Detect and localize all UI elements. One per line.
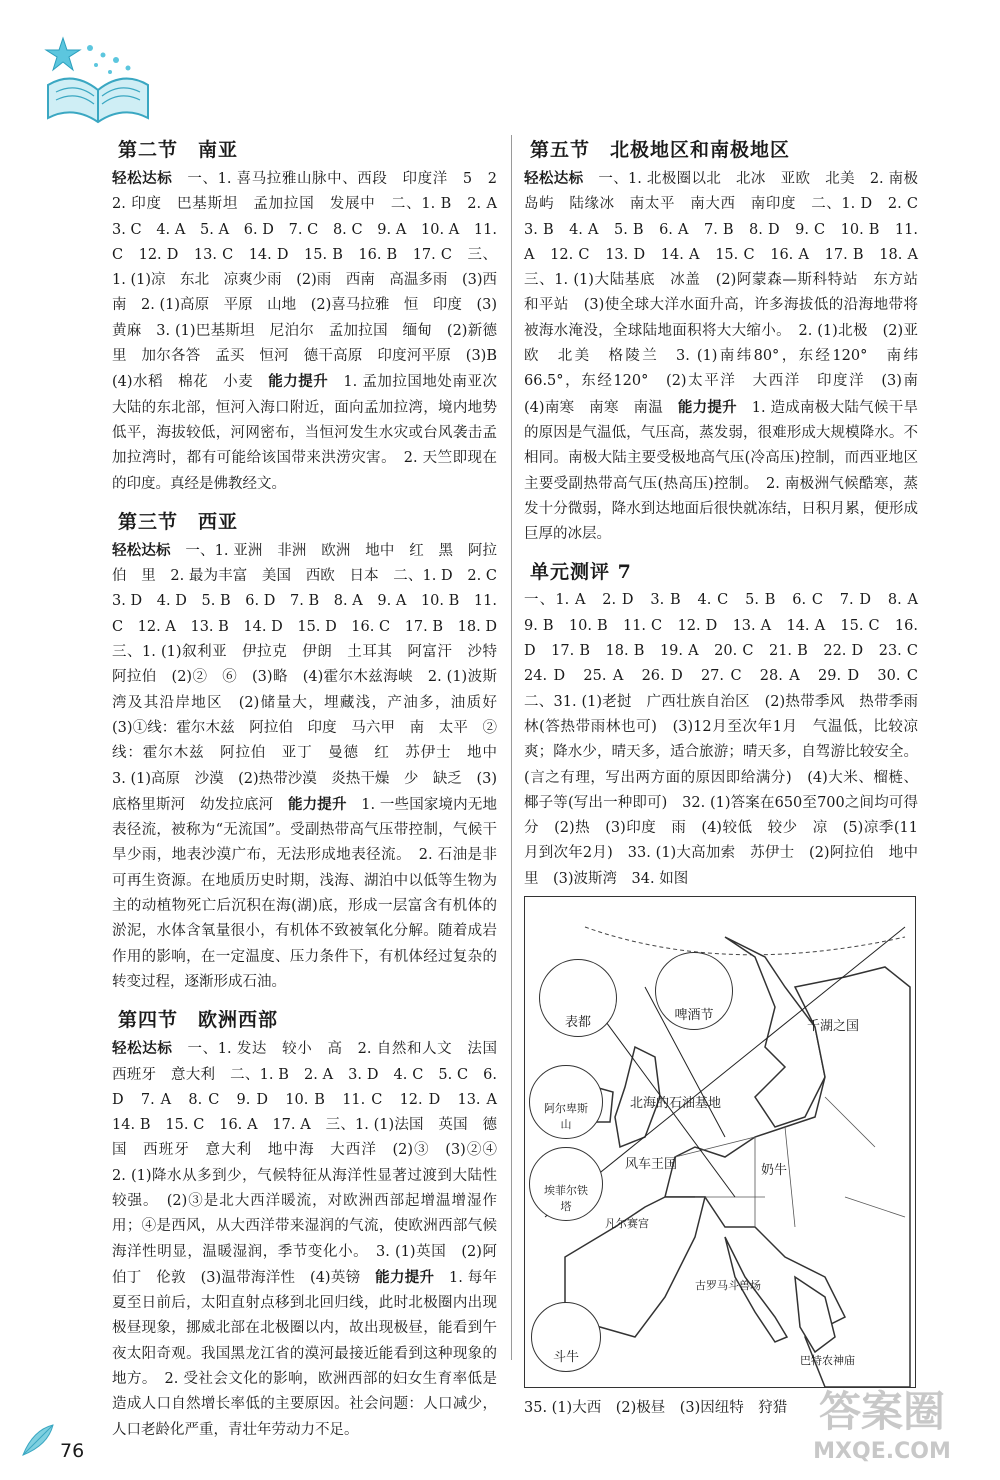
answer-label: 轻松达标 [112, 170, 173, 187]
map-label-colosseum: 古罗马斗兽场 [695, 1279, 761, 1293]
section-body [524, 166, 933, 547]
map-label: 阿尔卑斯山 [544, 1102, 588, 1132]
book-stars-logo-icon [28, 30, 168, 125]
answer-label: 轻松达标 [524, 170, 584, 187]
answer-label: 轻松达标 [112, 1040, 173, 1058]
map-label: 埃菲尔铁塔 [544, 1184, 588, 1214]
left-column [112, 125, 512, 1443]
answer-text: 一、1. 亚洲 非洲 欧洲 地中 红 黑 阿拉伯 里 2. 最为丰富 美国 西欧 日本 二、1. D 2. C 3. D 4. D 5. B 6. D 7. B 8. A 9. A 10. B 11. C 12. A 13. B 14. D 15. D 16. C 17. B 18. D 三、1. (1)叙利亚 伊拉克 伊朗 土耳其 阿富汗 沙特阿拉伯 (2)② ⑥ (3)略 (4)霍尔木兹海峡 2. (1)波斯湾及其沿岸地区 (2)储量大，埋藏浅，产油多，油质好 (3)①线：霍尔木兹 阿拉伯 印度 马六甲 南 太平 ②线：霍尔木兹 阿拉伯 亚丁 曼德 红 苏伊士 地中 3. (1)高原 沙漠 (2)热带沙漠 炎热干燥 少 缺乏 (3)底格里斯河 幼发拉底河 [112, 542, 512, 813]
europe-map [524, 896, 916, 1388]
column-divider [511, 135, 512, 1360]
map-label: 斗牛 [552, 1350, 579, 1366]
answer-label: 能力提升 [268, 373, 329, 391]
answer-text: 1. 造成南极大陆气候干旱的原因是气温低，气压高，蒸发弱，很难形成大规模降水。不相同。南极大陆主要受极地高气压(冷高压)控制，而西亚地区主要受副热带高气压(热高压)控制。 2. 南极洲气候酷寒，蒸发十分微弱，降水到达地面后很快就冻结，日积月累，便形成巨厚的冰层。 [524, 399, 918, 543]
answer-text: 一、1. 北极圈以北 北冰 亚欧 北美 2. 南极 岛屿 陆缘冰 南太平 南大西 南印度 二、1. D 2. C 3. B 4. A 5. B 6. A 7. B 8. D 9. C 10. B 11. A 12. C 13. D 14. A 15. C 16. A 17. B 18. A 三、1. (1)大陆基底 冰盖 (2)阿蒙森—斯科特站 东方站 和平站 (3)使全球大洋水面升高，许多海拔低的沿海地带将被海水淹没，全球陆地面积将大大缩小。 2. (1)北极 (2)亚 欧 北美 格陵兰 3. (1)南纬80°，东经120° 南纬66.5°，东经120° (2)太平洋 大西洋 印度洋 (3)南 (4)南寒 南寒 南温 [524, 171, 933, 416]
answer-label: 能力提升 [677, 398, 737, 416]
map-circle-alps [529, 1065, 603, 1139]
answer-text: 1. 每年夏至日前后，太阳直射点移到北回归线，此时北极圈内出现极昼现象，挪威北部在北极圈以内，故出现极昼，能看到午夜太阳奇观。我国黑龙江省的漠河最接近能看到这种现象的地方。 2. 受社会文化的影响，欧洲西部的妇女生育率低是造成人口自然增长率低的主要原因。社会问题：人口减少，人口老龄化严重，青壮年劳动力不足。 [112, 1269, 498, 1438]
map-caption: 35. (1)大西 (2)极昼 (3)因纽特 狩猎 [524, 1400, 788, 1417]
map-label: 表都 [564, 1015, 591, 1031]
map-label-parthenon: 巴特农神庙 [800, 1354, 855, 1368]
answer-text: 一、1. A 2. D 3. B 4. C 5. B 6. C 7. D 8. A 9. B 10. B 11. C 12. D 13. A 14. A 15. C 16. D 17. B 18. B 19. A 20. C 21. B 22. D 23. C 24. D 25. A 26. D 27. C 28. A 29. D 30. C 二、31. (1)老挝 广西壮族自治区 (2)热带季风 热带季雨林(答热带雨林也可) (3)12月至次年1月 气温低，比较凉爽；降水少，晴天多，适合旅游；晴天多，自驾游比较安全。(言之有理，写出两方面的原因即给满分) (4)大米、榴梿、椰子等(写出一种即可) 32. (1)答案在650至700之间均可得分 (2)热 (3)印度 雨 (4)较低 较少 凉 (5)凉季(11月到次年2月) 33. (1)大高加索 苏伊士 (2)阿拉伯 地中 里 (3)波斯湾 34. 如图 [524, 592, 933, 887]
map-label-oil: 北海的石油基地 [630, 1096, 722, 1112]
section-title: 第三节 西亚 [118, 510, 239, 533]
answer-text: 1. 孟加拉国地处南亚次大陆的东北部，恒河入海口附近，面向孟加拉湾，境内地势低平，海拔较低，河网密布，当恒河发生水灾或台风袭击孟加拉湾时，都有可能给该国带来洪涝灾害。 2. 天竺即现在的印度。真经是佛教经文。 [112, 374, 497, 492]
map-label-windmill: 风车王国 [625, 1157, 678, 1173]
answer-text: 一、1. 喜马拉雅山脉中、西段 印度洋 5 2 2. 印度 巴基斯坦 孟加拉国 发展中 二、1. B 2. A 3. C 4. A 5. A 6. D 7. C 8. C 9. A 10. A 11. C 12. D 13. C 14. D 15. B 16. B 17. C 三、1. (1)凉 东北 凉爽少雨 (2)雨 西南 高温多雨 (3)西南 2. (1)高原 平原 山地 (2)喜马拉雅 恒 印度 (3)黄麻 3. (1)巴基斯坦 尼泊尔 孟加拉国 缅甸 (2)新德里 加尔各答 孟买 恒河 德干高原 印度河平原 (3)B (4)水稻 棉花 小麦 [112, 171, 512, 391]
answer-text: 1. 一些国家境内无地表径流，被称为“无流国”。受副热带高气压带控制，气候干旱少雨，地表沙漠广布，无法形成地表径流。 2. 石油是非可再生资源。在地质历史时期，浅海、湖泊中以低等生物为主的动植物死亡后沉积在海(湖)底，形成一层富含有机体的淤泥，水体含氧量很小，有机体不致被氧化分解。随着成岩作用的影响，在一定温度、压力条件下，有机体经过复杂的转变过程，逐渐形成石油。 [112, 796, 498, 990]
section-title: 第五节 北极地区和南极地区 [530, 139, 791, 161]
answer-label: 能力提升 [287, 795, 347, 813]
leaf-decoration-icon [18, 1420, 58, 1460]
answer-text: 一、1. 发达 较小 高 2. 自然和人文 法国 西班牙 意大利 二、1. B 2. A 3. D 4. C 5. C 6. D 7. A 8. C 9. D 10. B 11. C 12. D 13. A 14. B 15. C 16. A 17. A 三、1. (1)法国 英国 德国 西班牙 意大利 地中海 大西洋 (2)③ (3)②④ 2. (1)降水从多到少，气候特征从海洋性显著过渡到大陆性较强。 (2)③是北大西洋暖流，对欧洲西部起增温增湿作用；④是西风，从大西洋带来湿润的气流，使欧洲西部气候海洋性明显，温暖湿润，季节变化小。 3. (1)英国 (2)阿伯丁 伦敦 (3)温带海洋性 (4)英镑 [112, 1041, 512, 1286]
map-circle-bullfight [531, 1302, 601, 1372]
answer-label: 能力提升 [375, 1268, 435, 1286]
section-title: 第四节 欧洲西部 [118, 1009, 279, 1032]
watermark-url: MXQE.COM [813, 1439, 951, 1464]
section-body [112, 1036, 512, 1443]
map-circle-beer [655, 952, 733, 1030]
map-label: 啤酒节 [674, 1008, 714, 1024]
section-body [524, 588, 933, 892]
section-title: 单元测评 7 [530, 561, 632, 584]
watermark-text: 答案圈 [818, 1387, 946, 1436]
page-number: 76 [60, 1440, 85, 1462]
section-body [112, 538, 512, 995]
map-label-lakes: 千湖之国 [807, 1019, 860, 1035]
map-circle-eiffel [529, 1147, 603, 1221]
watermark-logo-icon [782, 1376, 982, 1466]
map-circle-watch [539, 959, 617, 1037]
right-column [524, 125, 933, 1421]
answer-label: 轻松达标 [112, 541, 171, 559]
section-body [112, 166, 512, 497]
section-title: 第二节 南亚 [118, 139, 239, 161]
map-label-cow: 奶牛 [761, 1163, 788, 1179]
map-label-versailles: 凡尔赛宫 [605, 1217, 649, 1231]
